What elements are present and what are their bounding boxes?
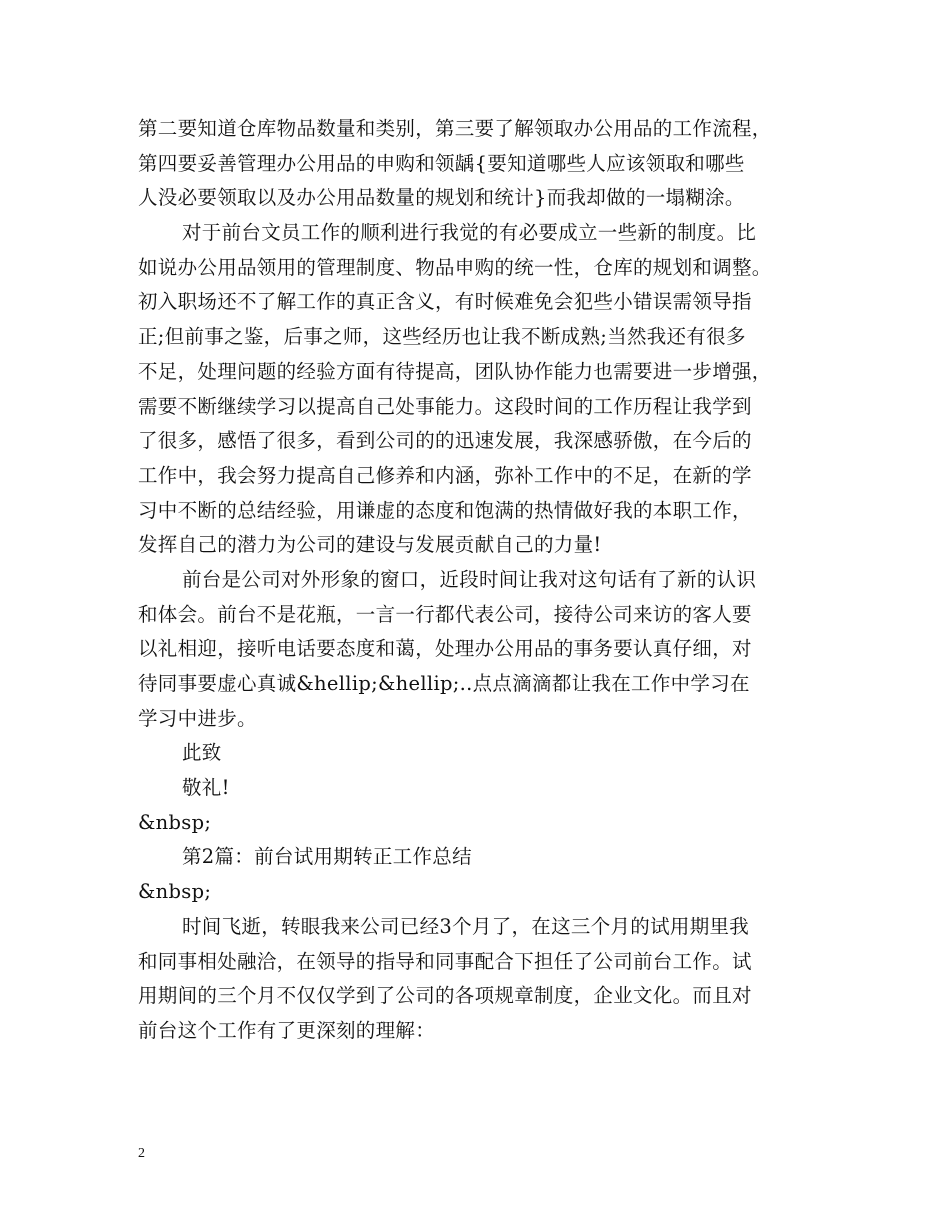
text-line: &nbsp; bbox=[138, 810, 212, 834]
text-line: 初入职场还不了解工作的真正含义，有时候难免会犯些小错误需领导指 bbox=[138, 290, 752, 314]
text-line: 待同事要虚心真诚&hellip;&hellip;..点点滴滴都让我在工作中学习在 bbox=[138, 672, 750, 695]
text-line: 和同事相处融洽，在领导的指导和同事配合下担任了公司前台工作。试 bbox=[138, 949, 752, 973]
text-line: 前台这个工作有了更深刻的理解： bbox=[138, 1018, 436, 1042]
text-line: 前台是公司对外形象的窗口，近段时间让我对这句话有了新的认识 bbox=[182, 567, 757, 591]
text-line: 学习中进步。 bbox=[138, 706, 257, 730]
text-line: 和体会。前台不是花瓶，一言一行都代表公司，接待公司来访的客人要 bbox=[138, 602, 752, 626]
text-line: 用期间的三个月不仅仅学到了公司的各项规章制度，企业文化。而且对 bbox=[138, 984, 752, 1008]
text-line: 第2篇：前台试用期转正工作总结 bbox=[182, 845, 472, 869]
text-line: 第二要知道仓库物品数量和类别，第三要了解领取办公用品的工作流程， bbox=[138, 117, 772, 140]
text-line: 对于前台文员工作的顺利进行我觉的有必要成立一些新的制度。比 bbox=[182, 221, 757, 245]
text-line: 习中不断的总结经验，用谦虚的态度和饱满的热情做好我的本职工作， bbox=[138, 498, 752, 522]
text-line: 不足，处理问题的经验方面有待提高，团队协作能力也需要进一步增强， bbox=[138, 359, 772, 383]
page-number: 2 bbox=[138, 1146, 145, 1161]
text-line: 敬礼! bbox=[182, 776, 230, 800]
text-line: 此致 bbox=[182, 741, 222, 765]
text-line: 第四要妥善管理办公用品的申购和领龋{要知道哪些人应该领取和哪些 bbox=[138, 151, 745, 175]
text-line: 如说办公用品领用的管理制度、物品申购的统一性，仓库的规划和调整。 bbox=[138, 255, 772, 279]
text-line: 人没必要领取以及办公用品数量的规划和统计}而我却做的一塌糊涂。 bbox=[138, 186, 745, 210]
document-body bbox=[138, 112, 828, 1049]
text-line: 了很多，感悟了很多，看到公司的的迅速发展，我深感骄傲，在今后的 bbox=[138, 429, 752, 453]
text-line: 正;但前事之鉴，后事之师，这些经历也让我不断成熟;当然我还有很多 bbox=[138, 325, 746, 349]
text-line: 时间飞逝，转眼我来公司已经3个月了，在这三个月的试用期里我 bbox=[182, 914, 750, 938]
text-line: 发挥自己的潜力为公司的建设与发展贡献自己的力量! bbox=[138, 533, 602, 557]
text-line: 工作中，我会努力提高自己修养和内涵，弥补工作中的不足，在新的学 bbox=[138, 463, 752, 487]
text-line: &nbsp; bbox=[138, 880, 212, 904]
text-line: 需要不断继续学习以提高自己处事能力。这段时间的工作历程让我学到 bbox=[138, 394, 752, 418]
text-line: 以礼相迎，接听电话要态度和蔼，处理办公用品的事务要认真仔细，对 bbox=[138, 637, 752, 661]
